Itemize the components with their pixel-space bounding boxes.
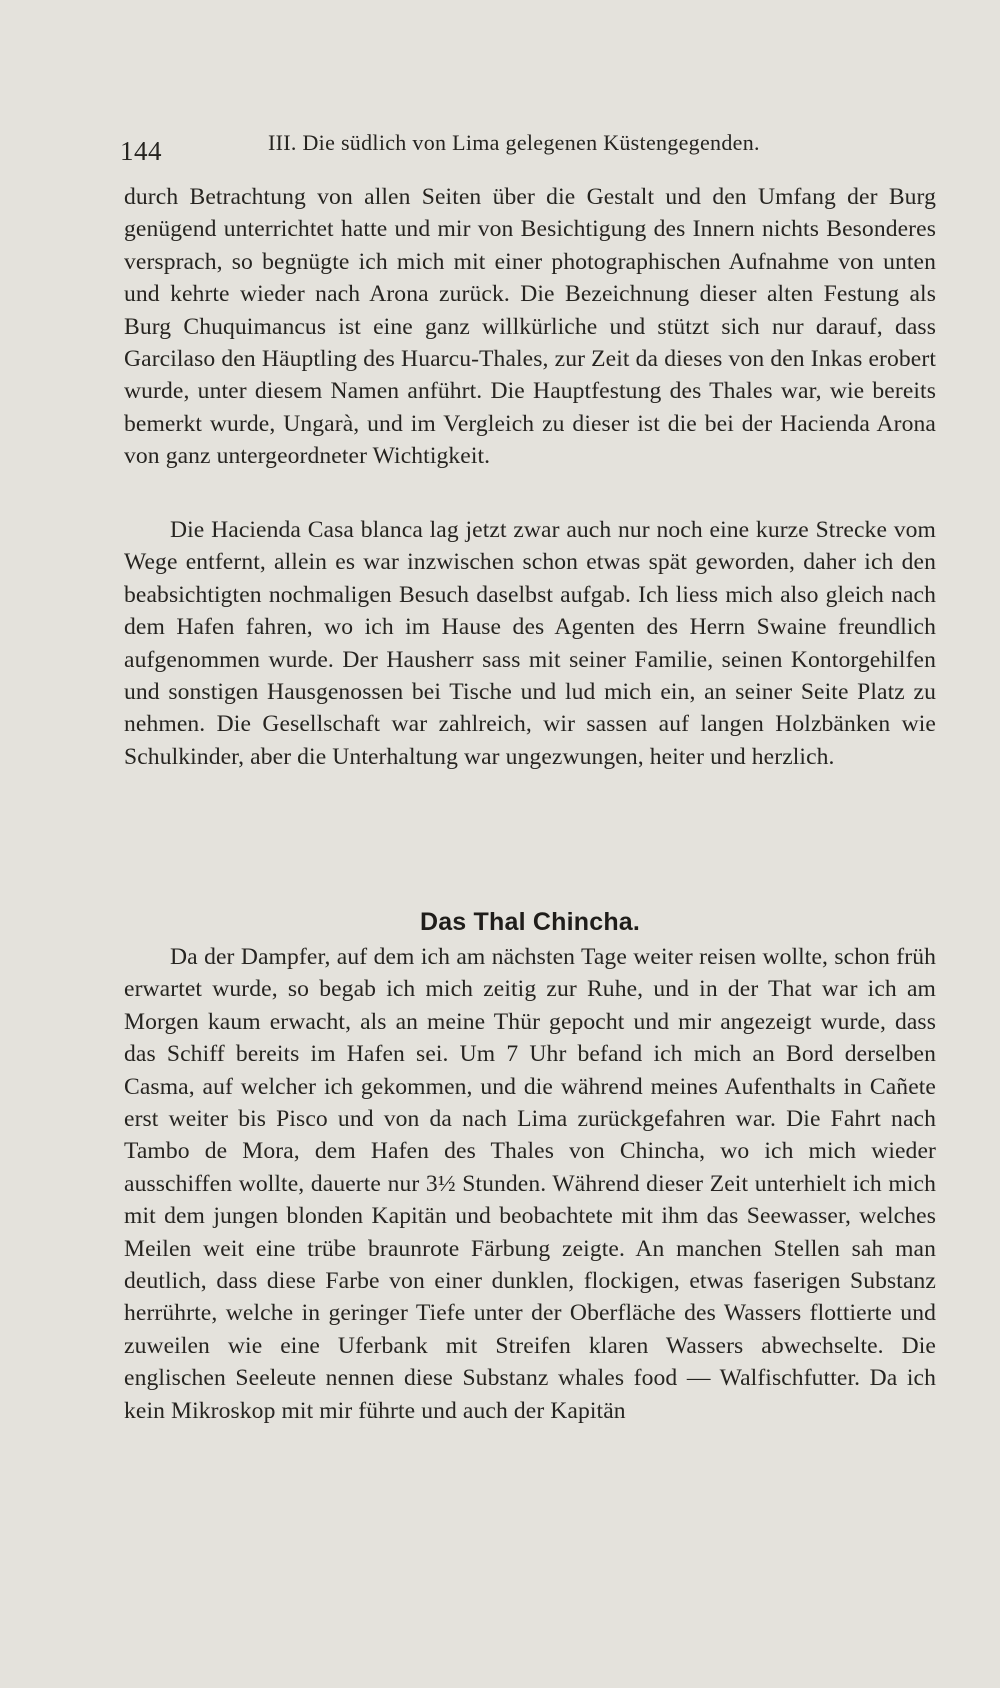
body-paragraph-1: durch Betrachtung von allen Seiten über die Gestalt und den Umfang der Burg genügend unterrichtet hatte und mir von Besichtigung des Innern nichts Besonderes versprach, so begnügte ich mich mit einer photographischen Aufnahme von unten und kehrte wieder nach Arona zurück. Die Bezeichnung dieser alten Festung als Burg Chuquimancus ist eine ganz willkürliche und stützt sich nur darauf, dass Garcilaso den Häuptling des Huarcu-Thales, zur Zeit da dieses von den Inkas erobert wurde, unter diesem Namen anführt. Die Hauptfestung des Thales war, wie bereits bemerkt wurde, Ungarà, und im Vergleich zu dieser ist die bei der Hacienda Arona von ganz untergeordneter Wichtigkeit. xyxy=(124,184,936,470)
body-paragraph-3: Da der Dampfer, auf dem ich am nächsten Tage weiter reisen wollte, schon früh erwartet wurde, so begab ich mich zeitig zur Ruhe, und in der That war ich am Morgen kaum erwacht, als an meine Thür gepocht und mir angezeigt wurde, dass das Schiff bereits im Hafen sei. Um 7 Uhr befand ich mich an Bord derselben Casma, auf welcher ich gekommen, und die während meines Aufenthalts in Cañete erst weiter bis Pisco und von da nach Lima zurückgefahren war. Die Fahrt nach Tambo de Mora, dem Hafen des Thales von Chincha, wo ich mich wieder ausschiffen wollte, dauerte nur 3½ Stunden. Während dieser Zeit unterhielt ich mich mit dem jungen blonden Kapitän und beobachtete mit ihm das Seewasser, welches Meilen weit eine trübe braunrote Färbung zeigte. An manchen Stellen sah man deutlich, dass diese Farbe von einer dunklen, flockigen, etwas faserigen Substanz herrührte, welche in geringer Tiefe unter der Oberfläche des Wassers flottierte und zuweilen wie eine Uferbank mit Streifen klaren Wassers abwechselte. Die englischen Seeleute nennen diese Substanz whales food — Walfischfutter. Da ich kein Mikroskop mit mir führte und auch der Kapitän xyxy=(124,944,936,1424)
running-head: III. Die südlich von Lima gelegenen Küstengegenden. xyxy=(268,130,760,155)
page-number: 144 xyxy=(120,136,162,166)
page-header xyxy=(120,130,940,170)
body-paragraph-2: Die Hacienda Casa blanca lag jetzt zwar auch nur noch eine kurze Strecke vom Wege entfernt, allein es war inzwischen schon etwas spät geworden, daher ich den beabsichtigten nochmaligen Besuch daselbst aufgab. Ich liess mich also gleich nach dem Hafen fahren, wo ich im Hause des Agenten des Herrn Swaine freundlich aufgenommen wurde. Der Hausherr sass mit seiner Familie, seinen Kontorgehilfen und sonstigen Hausgenossen bei Tische und lud mich ein, an seiner Seite Platz zu nehmen. Die Gesellschaft war zahlreich, wir sassen auf langen Holzbänken wie Schulkinder, aber die Unterhaltung war ungezwungen, heiter und herzlich. xyxy=(124,517,936,770)
section-heading: Das Thal Chincha. xyxy=(419,908,641,936)
